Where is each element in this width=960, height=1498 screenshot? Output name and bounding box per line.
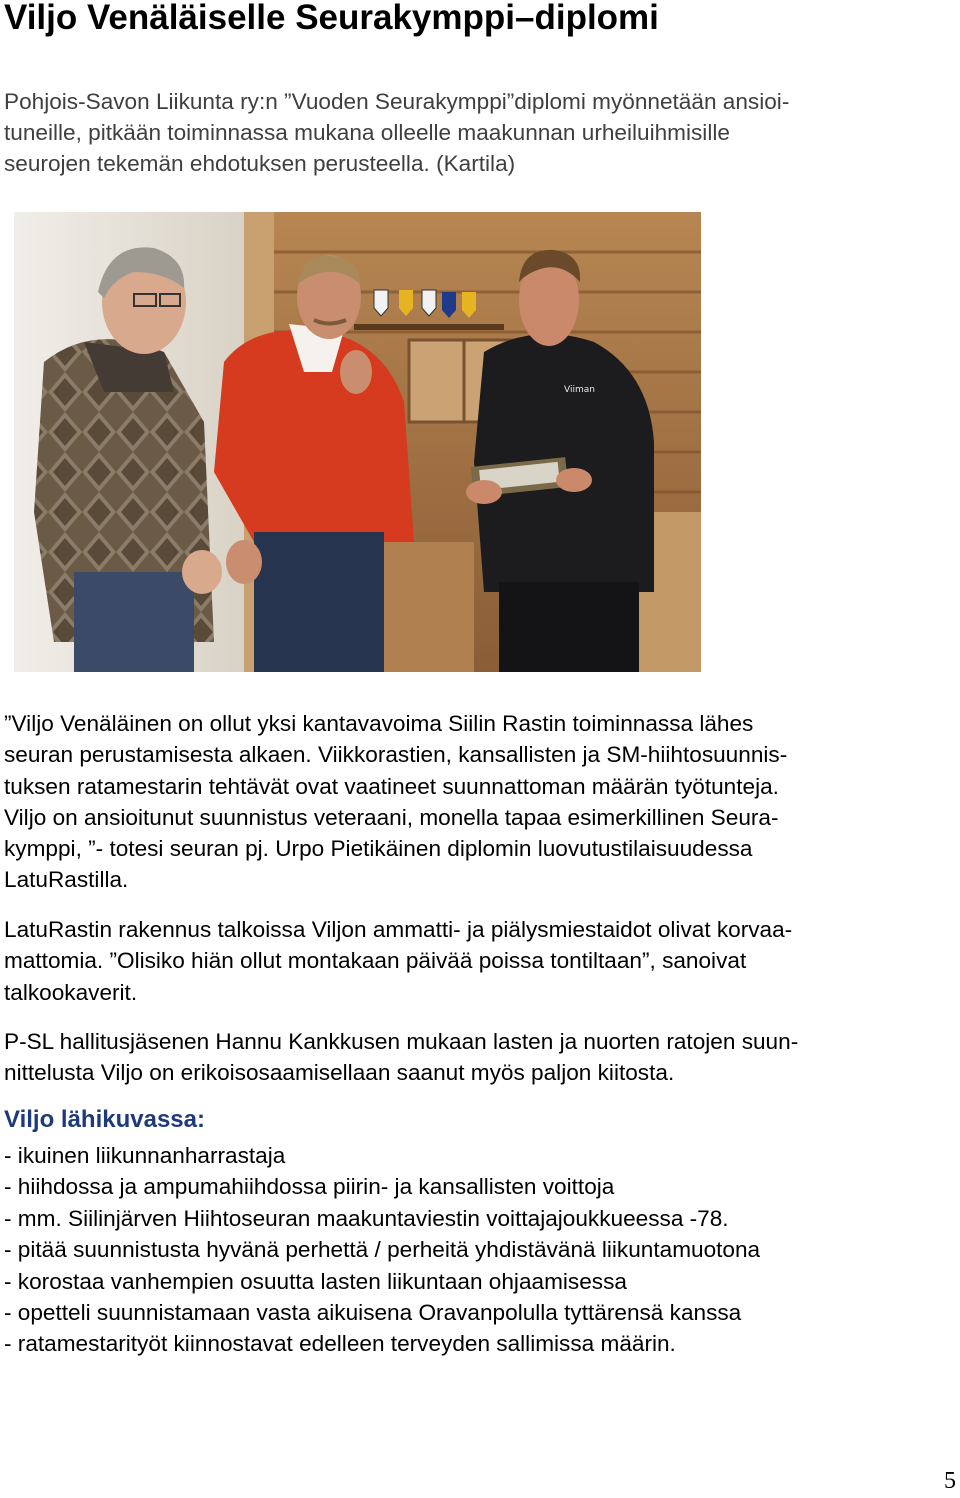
section-heading: Viljo lähikuvassa:	[4, 1106, 205, 1133]
jacket-logo: Viiman	[564, 385, 595, 395]
intro-paragraph	[4, 86, 924, 179]
paragraph-2	[4, 914, 934, 1008]
list-item: - hiihdossa ja ampumahiihdossa piirin- ja kansallisten voittoja	[4, 1174, 615, 1200]
paragraph-line: seuran perustamisesta alkaen. Viikkorastien, kansallisten ja SM-hiihtosuunnis-	[4, 742, 788, 768]
list-item: - pitää suunnistusta hyvänä perhettä / perheitä yhdistävänä liikuntamuotona	[4, 1237, 761, 1263]
page-title: Viljo Venäläiselle Seurakymppi–diplomi	[4, 0, 659, 37]
profile-list	[4, 1140, 760, 1360]
paragraph-line: tuksen ratamestarin tehtävät ovat vaatineet suunnattoman määrän työtunteja.	[4, 773, 779, 799]
paragraph-line: P-SL hallitusjäsenen Hannu Kankkusen mukaan lasten ja nuorten ratojen suun-	[4, 1029, 799, 1054]
list-item: - ratamestarityöt kiinnostavat edelleen terveyden sallimissa määrin.	[4, 1331, 676, 1357]
intro-line: tuneille, pitkään toiminnassa mukana olleelle maakunnan urheiluihmisille	[4, 120, 730, 145]
paragraph-line: ”Viljo Venäläinen on ollut yksi kantavavoima Siilin Rastin toiminnassa lähes	[4, 711, 754, 736]
paragraph-line: LatuRastilla.	[4, 867, 129, 893]
list-item: - korostaa vanhempien osuutta lasten liikuntaan ohjaamisessa	[4, 1268, 627, 1294]
intro-line: seurojen tekemän ehdotuksen perusteella. (Kartila)	[4, 151, 516, 176]
paragraph-line: nittelusta Viljo on erikoisosaamisellaan saanut myös paljon kiitosta.	[4, 1060, 675, 1086]
paragraph-line: mattomia. ”Olisiko hiän ollut montakaan päivää poissa tontiltaan”, sanoivat	[4, 948, 747, 974]
list-item: - opetteli suunnistamaan vasta aikuisena Oravanpolulla tyttärensä kanssa	[4, 1300, 742, 1326]
paragraph-3	[4, 1026, 934, 1089]
paragraph-1	[4, 708, 934, 896]
paragraph-line: LatuRastin rakennus talkoissa Viljon ammatti- ja piälysmiestaidot olivat korvaa-	[4, 917, 793, 942]
award-photo	[14, 212, 701, 672]
page-number: 5	[944, 1468, 956, 1494]
paragraph-line: talkookaverit.	[4, 979, 138, 1005]
intro-line: Pohjois-Savon Liikunta ry:n ”Vuoden Seurakymppi”diplomi myönnetään ansioi-	[4, 89, 790, 114]
paragraph-line: Viljo on ansioitunut suunnistus veteraani, monella tapaa esimerkillinen Seura-	[4, 804, 779, 830]
paragraph-line: kymppi, ”- totesi seuran pj. Urpo Pietikäinen diplomin luovutustilaisuudessa	[4, 836, 753, 862]
list-item: - mm. Siilinjärven Hiihtoseuran maakuntaviestin voittajajoukkueessa -78.	[4, 1205, 729, 1231]
list-item: - ikuinen liikunnanharrastaja	[4, 1143, 286, 1168]
